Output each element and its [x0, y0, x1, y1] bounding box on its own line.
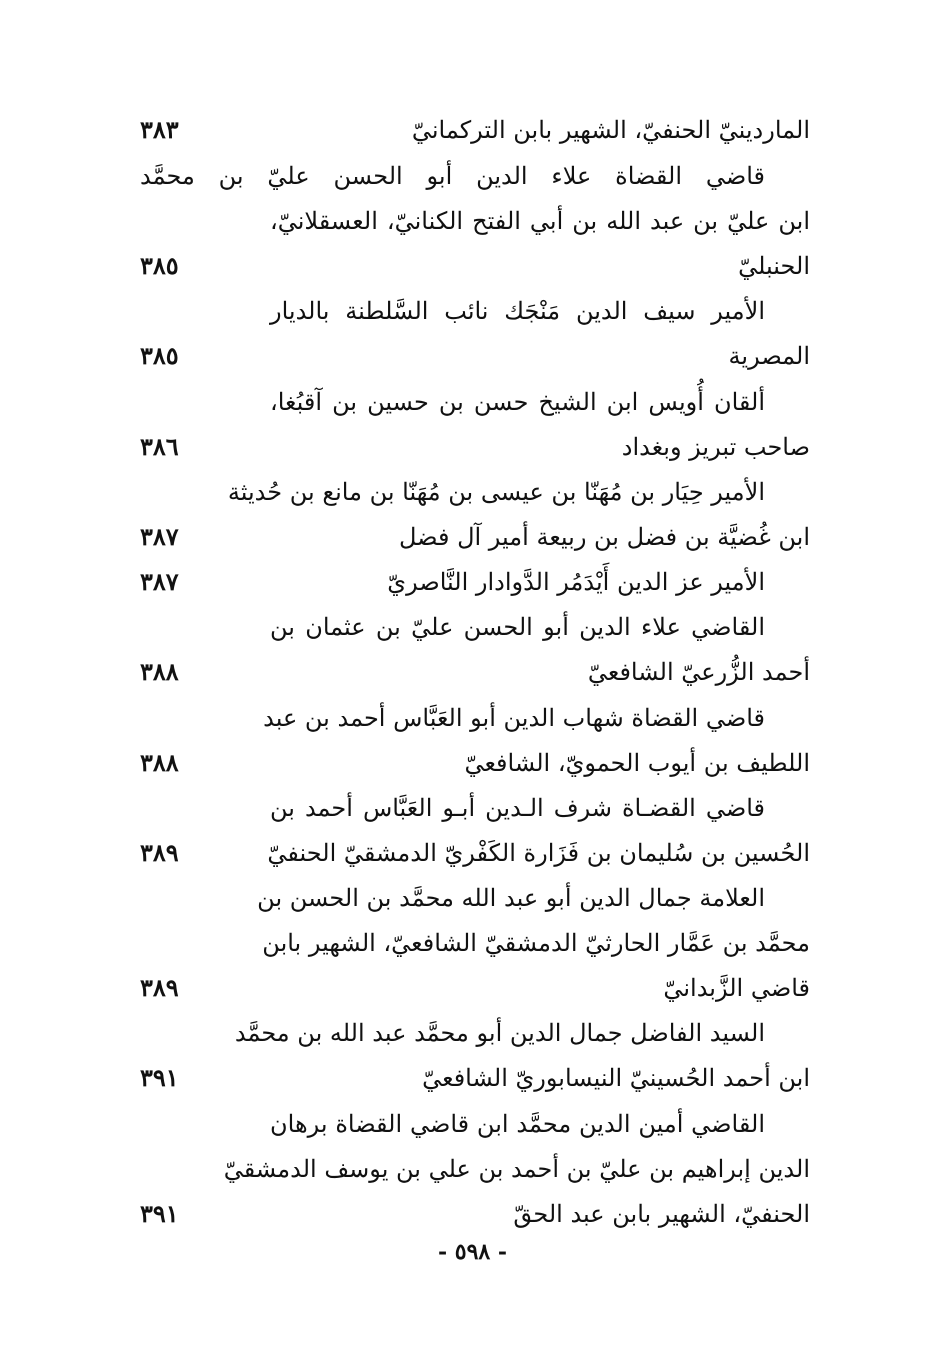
page-reference: ٣٨٧	[140, 522, 179, 551]
index-entry-line	[140, 1011, 810, 1055]
index-entry-line	[140, 470, 810, 514]
page-reference: ٣٨٩	[140, 973, 179, 1002]
index-entry-line	[140, 334, 810, 378]
entry-text: الدين إبراهيم بن عليّ بن أحمد بن علي بن يوسف الدمشقيّ	[223, 1155, 810, 1183]
index-entry-line	[140, 199, 810, 243]
index-entry-line	[140, 1102, 810, 1146]
entry-text: صاحب تبريز وبغداد	[621, 433, 810, 461]
page-reference: ٣٨٨	[140, 748, 179, 777]
entry-text: القاضي علاء الدين أبو الحسن عليّ بن عثمان بن	[270, 613, 765, 641]
index-entry-line	[140, 1192, 810, 1236]
entry-text: محمَّد بن عَمَّار الحارثيّ الدمشقيّ الشافعيّ، الشهير بابن	[262, 929, 810, 957]
index-entry-line	[140, 1147, 810, 1191]
index-entry-line	[140, 244, 810, 288]
index-entry-line	[140, 786, 810, 830]
entry-text: الأمير سيف الدين مَنْجَك نائب السَّلطنة بالديار	[270, 297, 765, 325]
index-entry-line	[140, 966, 810, 1010]
entry-text: المصرية	[728, 342, 810, 370]
entry-text: اللطيف بن أيوب الحمويّ، الشافعيّ	[464, 749, 810, 777]
index-entry-line	[140, 425, 810, 469]
index-entry-line	[140, 560, 810, 604]
index-entry-line	[140, 696, 810, 740]
page-reference: ٣٨٧	[140, 567, 179, 596]
entry-text: قاضي الزَّبدانيّ	[663, 974, 810, 1002]
page-reference: ٣٩١	[140, 1199, 179, 1228]
index-entry-line	[140, 154, 810, 198]
index-entry-line	[140, 921, 810, 965]
page-reference: ٣٨٣	[140, 115, 179, 144]
entry-text: ابن غُضيَّة بن فضل بن ربيعة أمير آل فضل	[398, 523, 810, 551]
page-reference: ٣٨٥	[140, 341, 179, 370]
entry-text: الحنبليّ	[738, 252, 810, 280]
entry-text: الماردينيّ الحنفيّ، الشهير بابن التركمانيّ	[411, 116, 810, 144]
entry-text: العلامة جمال الدين أبو عبد الله محمَّد بن الحسن بن	[257, 884, 765, 912]
entry-text: ابن عليّ بن عبد الله بن أبي الفتح الكنانيّ، العسقلانيّ،	[270, 207, 810, 235]
entry-text: السيد الفاضل جمال الدين أبو محمَّد عبد الله بن محمَّد	[234, 1019, 765, 1047]
index-entry-line	[140, 515, 810, 559]
page-number: - ٥٩٨ -	[437, 1239, 508, 1265]
index-entry-line	[140, 380, 810, 424]
entry-text: قاضي القضاة شهاب الدين أبو العَبَّاس أحمد بن عبد	[263, 704, 765, 732]
entry-text: قاضي القضـاة شرف الـدين أبـو العَبَّاس أحمد بن	[270, 794, 765, 822]
entry-text: ابن أحمد الحُسينيّ النيسابوريّ الشافعيّ	[422, 1064, 810, 1092]
entry-text: الحنفيّ، الشهير بابن عبد الحقّ	[513, 1200, 810, 1228]
page-reference: ٣٩١	[140, 1063, 179, 1092]
index-entry-line	[140, 650, 810, 694]
index-entry-line	[140, 289, 810, 333]
page-reference: ٣٨٩	[140, 838, 179, 867]
index-entry-line	[140, 605, 810, 649]
index-entry-line	[140, 1056, 810, 1100]
entry-text: ألقان أُويس ابن الشيخ حسن بن حسين بن آقبُغا،	[270, 388, 765, 416]
entry-text: الحُسين بن سُليمان بن فَزَارة الكَفْريّ الدمشقيّ الحنفيّ	[267, 839, 810, 867]
entry-text: قاضي القضاة علاء الدين أبو الحسن عليّ بن محمَّد	[140, 162, 765, 190]
page-reference: ٣٨٨	[140, 657, 179, 686]
index-entry-line	[140, 876, 810, 920]
page-reference: ٣٨٥	[140, 251, 179, 280]
index-entry-line	[140, 108, 810, 152]
entry-text: الأمير عز الدين أَيْدَمُر الدَّوادار النَّاصريّ	[387, 568, 765, 596]
entry-text: أحمد الزُّرعيّ الشافعيّ	[587, 658, 810, 686]
entry-text: القاضي أمين الدين محمَّد ابن قاضي القضاة برهان	[270, 1110, 765, 1138]
page-reference: ٣٨٦	[140, 432, 179, 461]
entry-text: الأمير حِيَار بن مُهَنّا بن عيسى بن مُهَنّا بن مانع بن حُديثة	[227, 478, 765, 506]
index-entry-line	[140, 831, 810, 875]
index-entry-line	[140, 741, 810, 785]
